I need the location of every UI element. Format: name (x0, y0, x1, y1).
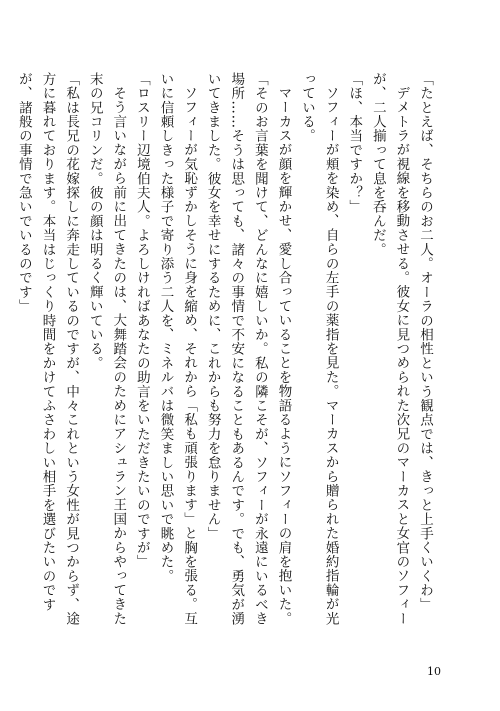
text-line: ソフィーが頬を染め、自らの左手の薬指を見た。マーカスから贈られた婚約指輪が光っている。 (299, 72, 339, 626)
text-line: そう言いながら前に出てきたのは、大舞踏会のためにアシュラン王国からやってきた末の兄コリンだ。彼の顔は明るく輝いている。 (86, 72, 127, 626)
text-line: 「ほ、本当ですか？」 (346, 72, 363, 214)
page-number: 10 (427, 665, 441, 678)
text-line: ソフィーが気恥ずかしそうに身を縮め、それから「私も頑張ります」と胸を張る。互いに信頼しきった様子で寄り添う二人を、ミネルバは微笑ましい思いで眺めた。 (157, 72, 198, 626)
text-line: マーカスが顔を輝かせ、愛し合っていることを物語るようにソフィーの肩を抱いた。 (275, 85, 292, 626)
text-line: 「そのお言葉を聞けて、どんなに嬉しいか。私の隣こそが、ソフィーが永遠にいるべき場所……そうは思っても、諸々の事情で不安になることもあるんです。でも、勇気が湧いてきました。彼女を幸せにするために、これからも努力を怠りません」 (204, 72, 268, 626)
text-line: 「ロスリー辺境伯夫人。よろしければあなたの助言をいただきたいのですが」 (133, 72, 150, 569)
text-line: 「たとえば、そちらのお二人。オーラの相性という観点では、きっと上手くいくわ」 (417, 72, 433, 612)
vertical-text-body (11, 72, 436, 632)
text-line: デメトラが視線を移動させる。彼女に見つめられた次兄のマーカスと女官のソフィーが、二人揃って息を呑んだ。 (369, 72, 410, 626)
text-line: 「私は長兄の花嫁探しに奔走しているのですが、中々これという女性が見つからず、途方に暮れております。本当はじっくり時間をかけてふさわしい相手を選びたいのですが、諸般の事情で急いでいるのです」 (15, 72, 80, 626)
